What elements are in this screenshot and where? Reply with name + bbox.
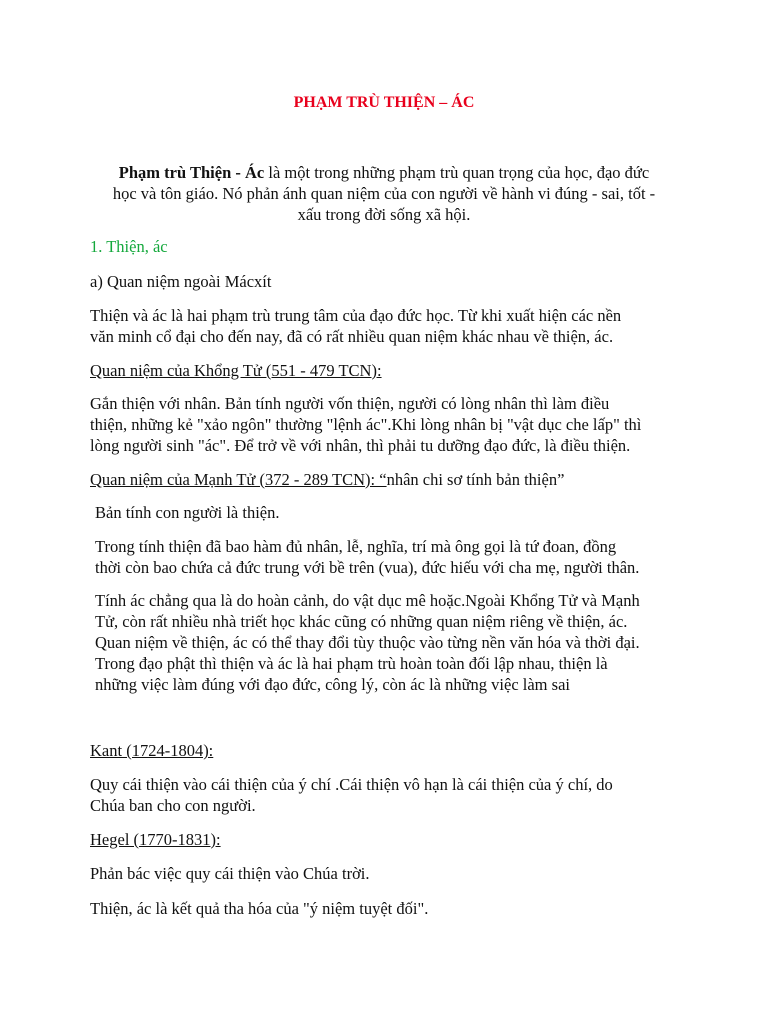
intro-paragraph: [88, 162, 680, 225]
paragraph-line: thời còn bao chứa cả đức trung với bề trên (vua), đức hiếu với cha mẹ, người thân.: [95, 558, 640, 577]
paragraph-line: thiện, những kẻ "xảo ngôn" thường "lệnh ác".Khi lòng nhân bị "vật dục che lấp" thì: [90, 415, 642, 434]
mencius-heading-line: [90, 469, 690, 490]
paragraph-line: những việc làm đúng với đạo đức, công lý, còn ác là những việc làm sai: [95, 675, 570, 694]
paragraph-line: Trong đạo phật thì thiện và ác là hai phạm trù hoàn toàn đối lập nhau, thiện là: [95, 654, 608, 673]
paragraph-line: văn minh cổ đại cho đến nay, đã có rất nhiều quan niệm khác nhau về thiện, ác.: [90, 327, 614, 346]
intro-line-1-rest: là một trong những phạm trù quan trọng của học, đạo đức: [264, 163, 650, 182]
kant-paragraph: [90, 774, 690, 816]
paragraph-line: lòng người sinh "ác". Để trở về với nhân, thì phải tu dưỡng đạo đức, là điều thiện.: [90, 436, 631, 455]
kant-heading: Kant (1724-1804):: [90, 741, 214, 760]
intro-line-3: xấu trong đời sống xã hội.: [297, 205, 471, 224]
section-heading-1: 1. Thiện, ác: [90, 237, 168, 256]
intro-line-2: học và tôn giáo. Nó phản ánh quan niệm của con người về hành vi đúng - sai, tốt -: [112, 184, 656, 203]
paragraph-line: Thiện và ác là hai phạm trù trung tâm của đạo đức học. Từ khi xuất hiện các nền: [90, 306, 622, 325]
hegel-paragraph-1: Phản bác việc quy cái thiện vào Chúa trời.: [90, 864, 370, 883]
paragraph-line: Trong tính thiện đã bao hàm đủ nhân, lễ, nghĩa, trí mà ông gọi là tứ đoan, đồng: [95, 537, 617, 556]
paragraph-line: Tử, còn rất nhiều nhà triết học khác cũng có những quan niệm riêng về thiện, ác.: [95, 612, 628, 631]
subsection-heading-a: a) Quan niệm ngoài Mácxít: [90, 272, 272, 291]
hegel-heading: Hegel (1770-1831):: [90, 830, 221, 849]
hegel-paragraph-2: Thiện, ác là kết quả tha hóa của "ý niệm tuyệt đối".: [90, 899, 429, 918]
mencius-paragraph-2: [95, 536, 695, 578]
paragraph-line: Chúa ban cho con người.: [90, 796, 256, 815]
mencius-paragraph-3: [95, 590, 695, 695]
intro-bold-term: Phạm trù Thiện - Ác: [118, 163, 265, 182]
document-title: PHẠM TRÙ THIỆN – ÁC: [293, 94, 475, 111]
mencius-paragraph-1: Bản tính con người là thiện.: [95, 503, 280, 522]
confucius-heading: Quan niệm của Khổng Tử (551 - 479 TCN):: [90, 361, 382, 380]
mencius-quote: nhân chi sơ tính bản thiện”: [386, 470, 565, 489]
mencius-heading: Quan niệm của Mạnh Tử (372 - 289 TCN): “: [90, 470, 387, 489]
paragraph-line: Quan niệm về thiện, ác có thể thay đổi tùy thuộc vào từng nền văn hóa và thời đại.: [95, 633, 640, 652]
paragraph-line: Tính ác chẳng qua là do hoàn cảnh, do vật dục mê hoặc.Ngoài Khổng Tử và Mạnh: [95, 591, 640, 610]
paragraph-line: Gắn thiện với nhân. Bản tính người vốn thiện, người có lòng nhân thì làm điều: [90, 394, 610, 413]
intro-line-1: [88, 162, 680, 183]
paragraph-intro-ethics: [90, 305, 690, 347]
confucius-paragraph: [90, 393, 690, 456]
paragraph-line: Quy cái thiện vào cái thiện của ý chí .Cái thiện vô hạn là cái thiện của ý chí, do: [90, 775, 613, 794]
